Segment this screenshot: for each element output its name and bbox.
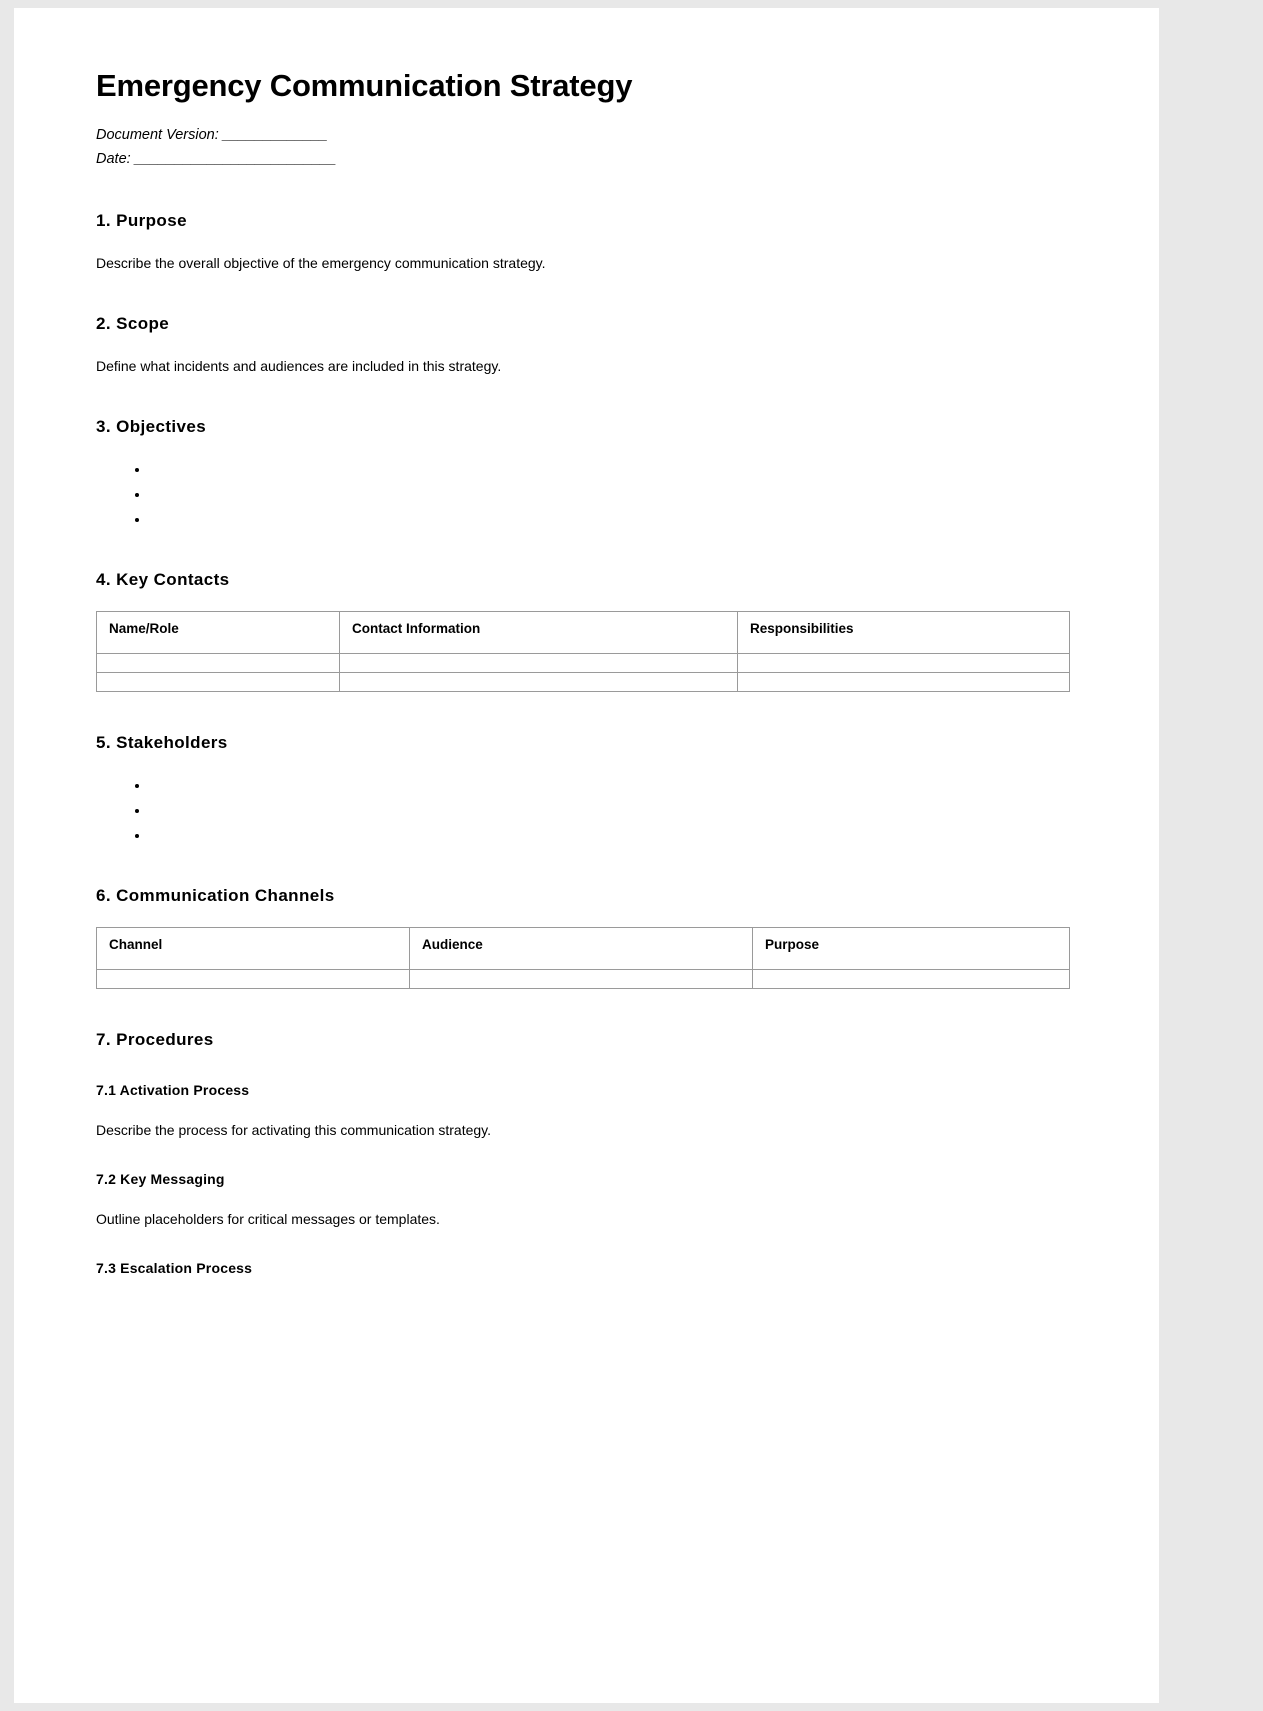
section-heading-objectives: 3. Objectives: [96, 416, 207, 436]
list-item[interactable]: [150, 460, 1071, 479]
section-body-purpose: Describe the overall objective of the emergency communication strategy.: [96, 254, 546, 271]
list-item[interactable]: [150, 826, 1071, 845]
document-version-line: Document Version: _____________: [96, 126, 328, 143]
table-row: [97, 970, 1070, 989]
subsection-heading-activation-process: 7.1 Activation Process: [96, 1082, 250, 1099]
column-header-responsibilities: Responsibilities: [738, 611, 1070, 653]
stakeholders-list: [96, 776, 1071, 845]
list-item[interactable]: [150, 801, 1071, 820]
column-header-contact-information: Contact Information: [340, 611, 738, 653]
table-cell[interactable]: [738, 672, 1070, 691]
table-header-row: [97, 611, 1070, 653]
section-heading-stakeholders: 5. Stakeholders: [96, 732, 228, 752]
subsection-heading-escalation-process: 7.3 Escalation Process: [96, 1260, 253, 1277]
list-item[interactable]: [150, 485, 1071, 504]
column-header-purpose: Purpose: [753, 928, 1070, 970]
table-cell[interactable]: [97, 653, 340, 672]
section-heading-communication-channels: 6. Communication Channels: [96, 886, 335, 906]
objectives-list: [96, 460, 1071, 529]
subsection-body-key-messaging: Outline placeholders for critical messages or templates.: [96, 1211, 440, 1228]
list-item[interactable]: [150, 776, 1071, 795]
document-page: [14, 8, 1159, 1703]
table-cell[interactable]: [340, 653, 738, 672]
column-header-channel: Channel: [97, 928, 410, 970]
table-cell[interactable]: [753, 970, 1070, 989]
table-header-row: [97, 928, 1070, 970]
table-row: [97, 672, 1070, 691]
document-date-line: Date: _________________________: [96, 151, 337, 168]
table-cell[interactable]: [340, 672, 738, 691]
page-title: Emergency Communication Strategy: [96, 68, 633, 103]
table-cell[interactable]: [97, 672, 340, 691]
section-heading-key-contacts: 4. Key Contacts: [96, 569, 230, 589]
subsection-body-activation-process: Describe the process for activating this communication strategy.: [96, 1122, 492, 1139]
document-content: [96, 68, 1071, 1278]
section-heading-procedures: 7. Procedures: [96, 1030, 214, 1050]
section-heading-purpose: 1. Purpose: [96, 210, 187, 230]
list-item[interactable]: [150, 510, 1071, 529]
table-row: [97, 653, 1070, 672]
table-cell[interactable]: [97, 970, 410, 989]
communication-channels-table: [96, 927, 1070, 989]
section-body-scope: Define what incidents and audiences are included in this strategy.: [96, 357, 502, 374]
table-cell[interactable]: [738, 653, 1070, 672]
column-header-audience: Audience: [410, 928, 753, 970]
table-cell[interactable]: [410, 970, 753, 989]
key-contacts-table: [96, 611, 1070, 692]
subsection-heading-key-messaging: 7.2 Key Messaging: [96, 1171, 225, 1188]
column-header-name-role: Name/Role: [97, 611, 340, 653]
section-heading-scope: 2. Scope: [96, 313, 170, 333]
